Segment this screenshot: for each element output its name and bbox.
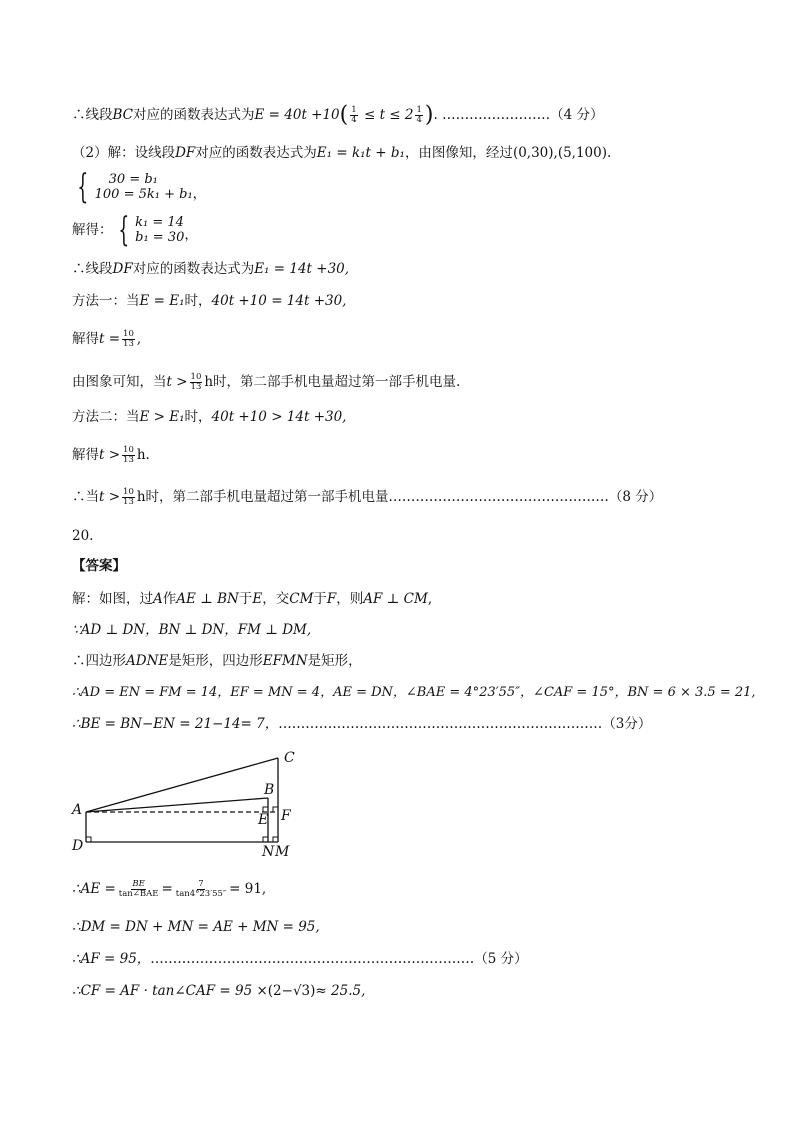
equation: E > E₁	[139, 409, 185, 425]
paren: (	[339, 102, 349, 128]
label-n: N	[262, 844, 275, 860]
text: ∴当	[72, 489, 99, 505]
equation: t >	[166, 374, 188, 390]
equation: 40t +10 = 14t +30,	[211, 293, 347, 309]
text: ∴BE = BN−EN = 21−14= 7，	[72, 716, 279, 732]
line-bc-expression	[72, 102, 604, 128]
text: 时，	[184, 293, 212, 309]
text: ∴线段	[72, 107, 113, 123]
row: 100 = 5k₁ + b₁	[94, 187, 193, 202]
text: 是矩形，	[307, 653, 362, 669]
line-part2	[72, 144, 611, 162]
right-angle-n	[263, 837, 268, 842]
text: ∴AE =	[72, 881, 116, 897]
den: 13	[190, 382, 202, 392]
text: ∴DM = DN + MN = AE + MN = 95,	[72, 919, 320, 935]
equation: E₁ = 14t +30,	[254, 261, 350, 277]
text: 于	[238, 591, 253, 607]
score-dots: ……………………（4 分）	[442, 107, 604, 123]
text: h时，第二部手机电量超过第一部手机电量.	[204, 374, 461, 390]
right-angle-d	[86, 837, 91, 842]
equation: E = 40t +10	[254, 107, 340, 123]
text: ，由图像知，经过	[404, 145, 513, 161]
line-final-conclusion	[72, 488, 662, 507]
text: ∴AD = EN = FM = 14，EF = MN = 4，AE = DN，∠BAE = 4°23′55″，∠CAF = 15°，BN = 6 × 3.5 = 21,	[72, 685, 756, 700]
num: BE	[132, 879, 145, 889]
text: ，	[192, 186, 207, 202]
var: F	[326, 591, 337, 607]
text: 解得	[72, 447, 99, 463]
text: ，则	[336, 591, 364, 607]
fraction	[175, 880, 227, 899]
fraction	[415, 106, 422, 125]
line-df-expression	[72, 260, 349, 278]
text: ,	[427, 591, 433, 607]
text: ∴CF = AF · tan∠CAF = 95 ×	[72, 983, 268, 999]
num: 10	[123, 329, 134, 339]
system-2	[72, 210, 198, 250]
text: ∵AD ⊥ DN，BN ⊥ DN，FM ⊥ DM,	[72, 622, 312, 638]
text: 对应的函数表达式为	[195, 145, 317, 161]
text: h时，第二部手机电量超过第一部手机电量.	[136, 489, 393, 505]
text: ≈ 25.5,	[315, 983, 366, 999]
question-number	[72, 527, 93, 545]
label-b: B	[264, 782, 275, 798]
row: b₁ = 30	[135, 230, 185, 245]
line-values	[72, 684, 756, 702]
var: BC	[112, 107, 134, 123]
var: DF	[175, 145, 196, 161]
text: 20.	[72, 528, 94, 544]
line-cf	[72, 982, 365, 1000]
line-because	[72, 621, 311, 639]
text: 对应的函数表达式为	[133, 107, 255, 123]
right-angle-m	[273, 837, 278, 842]
answer-heading	[72, 557, 126, 575]
num: 7	[198, 879, 204, 889]
text: ∴AF = 95，	[72, 951, 151, 967]
text: 解得：	[72, 222, 113, 238]
score-dots: ………………………………………………………………（5 分）	[150, 951, 528, 967]
line-dm	[72, 918, 320, 936]
points: (0,30),(5,100)	[512, 145, 608, 161]
var: E	[252, 591, 263, 607]
text: ∴四边形	[72, 653, 126, 669]
line-solve-t2	[72, 446, 150, 465]
label-a: A	[72, 802, 83, 818]
den: 4	[416, 115, 422, 125]
fraction	[118, 880, 160, 899]
den: 13	[123, 455, 134, 465]
line-be	[72, 715, 651, 733]
text: ，交	[262, 591, 290, 607]
fraction	[190, 373, 203, 392]
label-c: C	[284, 750, 295, 766]
equation: E₁ = k₁t + b₁	[316, 145, 405, 161]
num: 10	[123, 445, 134, 455]
var: A	[153, 591, 163, 607]
text: ∴线段	[72, 261, 113, 277]
line-construction	[72, 590, 432, 608]
line-solve-t1	[72, 330, 141, 349]
text: 于	[313, 591, 327, 607]
geometry-figure	[68, 744, 308, 862]
text: 由图象可知，当	[72, 374, 167, 390]
text: 时，	[184, 409, 212, 425]
num: 10	[190, 372, 202, 382]
den: 4	[351, 115, 357, 125]
var: DF	[112, 261, 133, 277]
row: 30 = b₁	[108, 172, 158, 187]
label-f: F	[281, 808, 291, 824]
fraction	[122, 446, 135, 465]
line-graph-conclusion	[72, 373, 460, 392]
text: 对应的函数表达式为	[132, 261, 255, 277]
text: （2）解：设线段	[72, 145, 176, 161]
var: EFMN	[262, 653, 308, 669]
score-dots: …………………………………………（8 分）	[392, 489, 663, 505]
line-rectangles	[72, 652, 362, 670]
paren: )	[424, 102, 434, 128]
equation: t =	[99, 331, 121, 347]
line-af	[72, 950, 528, 968]
text: 作	[162, 591, 177, 607]
equation: 40t +10 > 14t +30,	[211, 409, 347, 425]
text: .	[607, 145, 612, 161]
den: tan4°23′55″	[175, 889, 227, 899]
text: 是矩形，四边形	[168, 653, 263, 669]
var: CM	[289, 591, 314, 607]
equation: t >	[99, 489, 121, 505]
var: ADNE	[126, 653, 169, 669]
text: 【答案】	[72, 558, 126, 574]
num: 10	[123, 487, 134, 497]
text: (2−√3)	[267, 983, 316, 999]
fraction	[122, 488, 135, 507]
row: k₁ = 14	[135, 215, 184, 230]
label-m: M	[275, 844, 290, 860]
text: =	[161, 881, 173, 897]
den: 13	[123, 339, 134, 349]
text: 方法一：当	[72, 293, 140, 309]
text: 解得	[72, 331, 99, 347]
den: tan∠BAE	[118, 889, 159, 899]
label-e: E	[258, 812, 269, 828]
segment-ab	[86, 798, 268, 812]
fraction	[350, 106, 357, 125]
text: h.	[136, 447, 150, 463]
text: = 91,	[229, 881, 267, 897]
brace: {	[77, 167, 89, 207]
line-method1	[72, 292, 346, 310]
text: 解：如图，过	[72, 591, 153, 607]
text: ,	[136, 331, 142, 347]
fraction	[122, 330, 135, 349]
var: AE ⊥ BN	[176, 591, 239, 607]
line-ae	[72, 880, 266, 899]
var: AF ⊥ CM	[363, 591, 428, 607]
right-angle-f	[273, 807, 278, 812]
equation: E = E₁	[139, 293, 185, 309]
text: ，	[184, 227, 198, 243]
score-dots: ………………………………………………………………（3分）	[278, 716, 652, 732]
den: 13	[123, 497, 134, 507]
equation: t >	[99, 447, 121, 463]
num: 1	[351, 105, 357, 115]
text: 方法二：当	[72, 409, 140, 425]
num: 1	[416, 105, 422, 115]
system-1	[72, 167, 207, 207]
text: .	[433, 107, 438, 123]
brace: {	[117, 210, 129, 250]
line-method2	[72, 408, 346, 426]
segment-ac	[86, 758, 278, 812]
label-d: D	[72, 838, 84, 854]
inequality: ≤ t ≤ 2	[359, 107, 414, 123]
